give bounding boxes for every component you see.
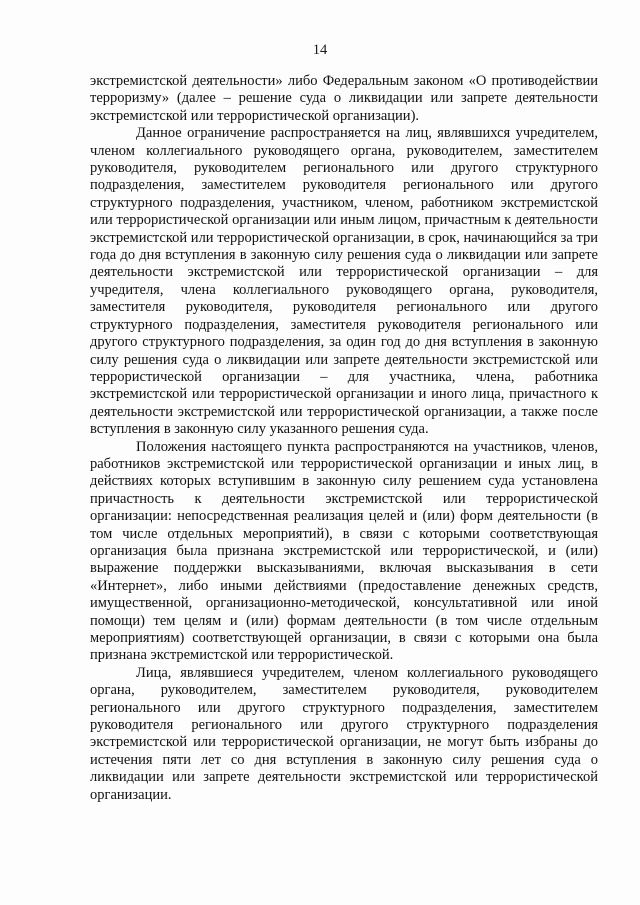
paragraph-restriction: Данное ограничение распространяется на лиц, являвшихся учредителем, членом коллегиального руководящего органа, руководителем, заместителем руководителя, руководителем регионального или другого структурного подразделения, заместителем руководителя регионального или другого структурного подразделения, участником, членом, работником экстремистской или террористической организации или иным лицом, причастным к деятельности экстремистской или террористической организации, в срок, начинающийся за три года до дня вступления в законную силу решения суда о ликвидации или запрете деятельности экстремистской или террористической организации – для учредителя, члена коллегиального руководящего органа, руководителя, заместителя руководителя, руководителя регионального или другого структурного подразделения, заместителя руководителя регионального или другого структурного подразделения, за один год до дня вступления в законную силу решения суда о ликвидации или запрете деятельности экстремистской или террористической организации – для участника, члена, работника экстремистской или террористической организации и иного лица, причастного к деятельности экстремистской или террористической организации, а также после вступления в законную силу указанного решения суда. xyxy=(90,125,598,438)
paragraph-continuation: экстремистской деятельности» либо Федеральным законом «О противодействии терроризму» (далее – решение суда о ликвидации или запрете деятельности экстремистской или террористической организации). xyxy=(90,73,598,124)
paragraph-election-ban: Лица, являвшиеся учредителем, членом коллегиального руководящего органа, руководителем, заместителем руководителя, руководителем регионального или другого структурного подразделения, заместителем руководителя регионального или другого структурного подразделения экстремистской или террористической организации, не могут быть избраны до истечения пяти лет со дня вступления в законную силу решения суда о ликвидации или запрете деятельности экстремистской или террористической организации. xyxy=(90,664,598,803)
page-number: 14 xyxy=(312,42,328,58)
document-body xyxy=(90,73,598,804)
paragraph-provisions-scope: Положения настоящего пункта распространяются на участников, членов, работников экстремистской или террористической организации и иных лиц, в действиях которых вступившим в законную силу решением суда установлена причастность к деятельности экстремистской или террористической организации: непосредственная реализация целей и (или) форм деятельности (в том числе отдельных мероприятий), в связи с которыми соответствующая организация была признана экстремистской или террористической, и (или) выражение поддержки высказываниями, включая высказывания в сети «Интернет», либо иными действиями (предоставление денежных средств, имущественной, организационно-методической, консультативной или иной помощи) тем целям и (или) формам деятельности (в том числе отдельным мероприятиям) соответствующей организации, в связи с которыми она была признана экстремистской или террористической. xyxy=(90,438,598,664)
